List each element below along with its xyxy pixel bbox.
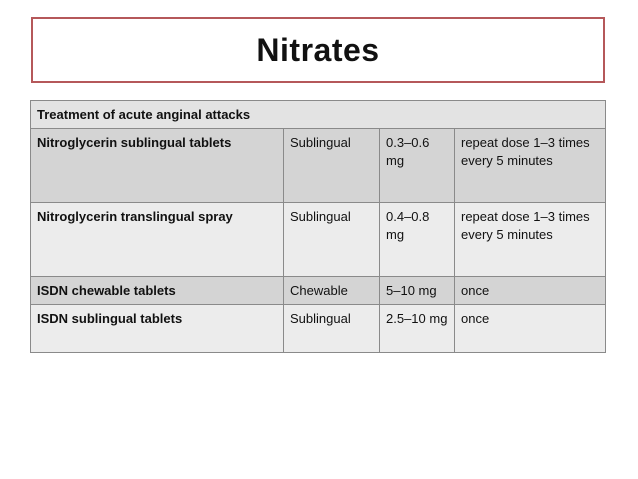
frequency-cell: once — [455, 277, 606, 305]
table-header-row — [31, 101, 606, 129]
drug-name-cell: ISDN chewable tablets — [31, 277, 284, 305]
frequency-cell: repeat dose 1–3 times every 5 minutes — [455, 129, 606, 203]
title-box — [31, 17, 605, 83]
table-header: Treatment of acute anginal attacks — [31, 101, 606, 129]
route-cell: Sublingual — [284, 305, 380, 353]
drug-name-cell: Nitroglycerin sublingual tablets — [31, 129, 284, 203]
table-row — [31, 277, 606, 305]
dose-cell: 5–10 mg — [380, 277, 455, 305]
slide-title: Nitrates — [256, 31, 380, 68]
drug-name-cell: ISDN sublingual tablets — [31, 305, 284, 353]
route-cell: Chewable — [284, 277, 380, 305]
frequency-cell: once — [455, 305, 606, 353]
treatment-table — [30, 100, 606, 353]
route-cell: Sublingual — [284, 129, 380, 203]
route-cell: Sublingual — [284, 203, 380, 277]
table-row — [31, 129, 606, 203]
dose-cell: 0.3–0.6 mg — [380, 129, 455, 203]
dose-cell: 2.5–10 mg — [380, 305, 455, 353]
frequency-cell: repeat dose 1–3 times every 5 minutes — [455, 203, 606, 277]
table-row — [31, 305, 606, 353]
drug-name-cell: Nitroglycerin translingual spray — [31, 203, 284, 277]
dose-cell: 0.4–0.8 mg — [380, 203, 455, 277]
table-row — [31, 203, 606, 277]
